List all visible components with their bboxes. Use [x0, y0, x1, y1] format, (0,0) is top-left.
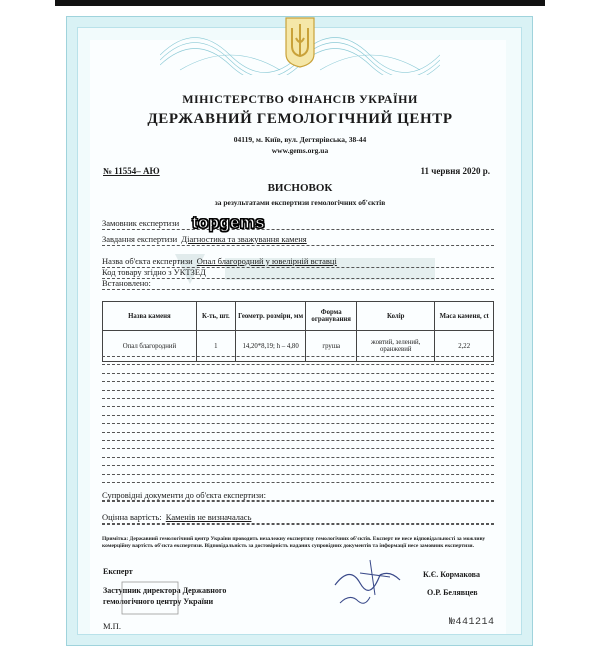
blank-line	[102, 457, 494, 458]
task-value: Діагностика та зважування каменя	[181, 234, 307, 244]
deputy-label: Заступник директора Державного гемологічного центру України	[103, 586, 227, 606]
table-cell: 2,22	[435, 331, 494, 362]
table-header-cell: К-ть, шт.	[196, 302, 235, 331]
blank-line	[102, 432, 494, 433]
blank-line	[102, 356, 494, 357]
serial-number: №441214	[449, 617, 495, 628]
table-cell: груша	[306, 331, 357, 362]
blank-line	[102, 415, 494, 416]
table-header-cell: Назва каменя	[103, 302, 197, 331]
established-field	[102, 278, 494, 290]
task-label: Завдання експертизи	[102, 234, 178, 244]
center-name: ДЕРЖАВНИЙ ГЕМОЛОГІЧНИЙ ЦЕНТР	[147, 111, 453, 127]
center-address: 04119, м. Київ, вул. Дегтярівська, 38-44	[233, 135, 367, 144]
blank-line	[102, 381, 494, 382]
deputy-name: О.Р. Белявцев	[427, 588, 478, 597]
blank-line	[102, 390, 494, 391]
document-date: 11 червня 2020 р.	[420, 166, 490, 176]
note-text: Примітка: Державний гемологічний центр України проводить незалежну експертизу гемологічних об'єктів. Експерт не несе відповідальності за можливу комерційну вартість об'єкта експертизи. Відповідальність за достовірність наданих супровідних документів та інформації несе замовник експертизи.	[102, 536, 486, 549]
value-value: Каменів не визначалась	[165, 512, 252, 522]
document-number: № 11554– АЮ	[103, 166, 160, 176]
code-label: Код товару згідно з УКТЗЕД	[102, 267, 206, 277]
customer-field	[102, 218, 494, 230]
document-subtitle: за результатами експертизи гемологічних об'єктів	[214, 198, 386, 207]
docs-label: Супровідні документи до об'єкта експертизи:	[102, 490, 266, 500]
expert-label: Експерт	[103, 567, 133, 576]
docs-field	[102, 490, 494, 502]
value-label: Оцінна вартість:	[102, 512, 162, 522]
blank-line	[102, 423, 494, 424]
ministry-title: МІНІСТЕРСТВО ФІНАНСІВ УКРАЇНИ	[182, 92, 418, 106]
top-bar	[55, 0, 545, 6]
task-field	[102, 234, 494, 246]
customer-label: Замовник експертизи	[102, 218, 180, 228]
table-cell: жовтий, зелений, оранжевий	[357, 331, 435, 362]
stamp-icon	[120, 578, 180, 618]
blank-line	[102, 482, 494, 483]
stamp-label: М.П.	[103, 621, 121, 631]
brand-overlay: topgems	[192, 213, 265, 232]
blank-line	[102, 524, 494, 525]
signature-icon	[330, 555, 410, 610]
blank-line	[102, 364, 494, 365]
table-header-cell: Форма огранування	[306, 302, 357, 331]
table-header-row	[103, 302, 494, 331]
blank-line	[102, 373, 494, 374]
object-value: Опал благородний у ювелірній вставці	[196, 256, 337, 266]
stones-table	[102, 301, 494, 362]
center-website: www.gems.org.ua	[271, 146, 329, 155]
blank-line	[102, 448, 494, 449]
blank-line	[102, 465, 494, 466]
trident-emblem-icon	[283, 16, 317, 68]
established-label: Встановлено:	[102, 278, 151, 288]
table-header-cell: Колір	[357, 302, 435, 331]
blank-line	[102, 406, 494, 407]
table-header-cell: Геометр. розміри, мм	[235, 302, 305, 331]
value-field	[102, 512, 494, 524]
document-title: ВИСНОВОК	[267, 182, 333, 194]
table-cell: 1	[196, 331, 235, 362]
table-cell: 14,20*8,19; h – 4,80	[235, 331, 305, 362]
table-cell: Опал благородний	[103, 331, 197, 362]
table-header-cell: Маса каменя, ct	[435, 302, 494, 331]
expert-name: К.Є. Кормакова	[423, 570, 480, 579]
blank-line	[102, 398, 494, 399]
object-label: Назва об'єкта експертизи	[102, 256, 193, 266]
blank-line	[102, 440, 494, 441]
blank-line	[102, 474, 494, 475]
